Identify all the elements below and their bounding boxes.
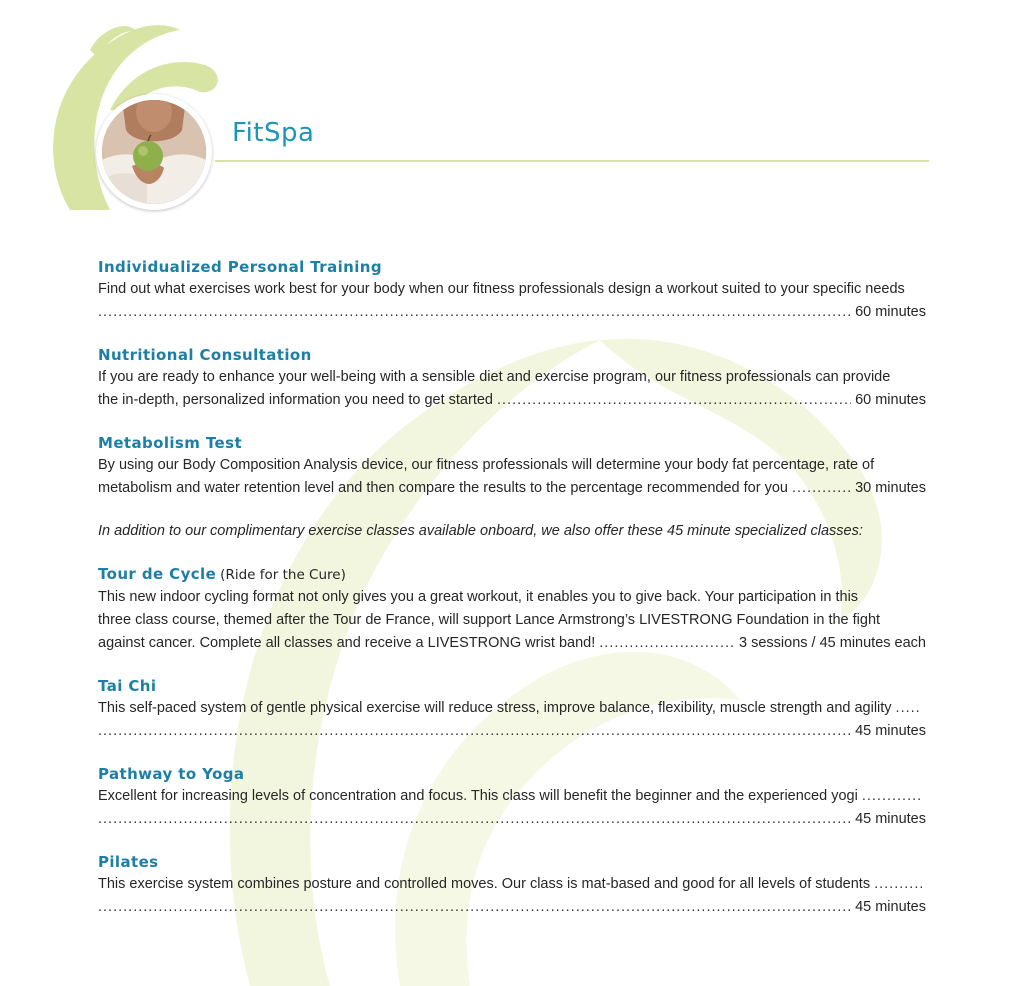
duration-row	[98, 808, 926, 831]
dot-leader	[874, 873, 922, 896]
dot-leader	[792, 477, 851, 500]
class-duration: 3 sessions / 45 minutes each	[739, 635, 926, 651]
class-title: Pathway to Yoga	[98, 765, 245, 783]
class-description-line-1: This new indoor cycling format not only gives you a great workout, it enables you to give back. Your participation in this	[98, 589, 859, 605]
service-description: If you are ready to enhance your well-being with a sensible diet and exercise program, our fitness professionals can provide	[98, 369, 891, 385]
dot-leader	[497, 389, 851, 412]
duration-row	[98, 896, 926, 919]
description-row	[98, 873, 926, 896]
service-title: Metabolism Test	[98, 434, 243, 452]
description-row	[98, 697, 926, 720]
duration-row	[98, 632, 926, 655]
class-description: This self-paced system of gentle physical exercise will reduce stress, improve balance, flexibility, muscle strength and agility	[98, 700, 892, 716]
class-description-end: against cancer. Complete all classes and receive a LIVESTRONG wrist band!	[98, 635, 596, 651]
dot-leader	[862, 785, 922, 808]
service-description-end: metabolism and water retention level and then compare the results to the percentage recommended for you	[98, 480, 788, 496]
class-item-pilates	[98, 851, 926, 919]
service-title: Nutritional Consultation	[98, 346, 312, 364]
class-title-text: Tour de Cycle	[98, 565, 217, 583]
dot-leader	[98, 301, 851, 324]
service-item-nutritional-consultation	[98, 344, 926, 412]
class-duration: 45 minutes	[855, 811, 926, 827]
service-title: Individualized Personal Training	[98, 258, 382, 276]
service-duration: 30 minutes	[855, 480, 926, 496]
class-item-tai-chi	[98, 675, 926, 743]
class-title	[98, 563, 926, 586]
class-item-tour-de-cycle	[98, 563, 926, 655]
specialized-classes-note: In addition to our complimentary exercise classes available onboard, we also offer these 45 minute specialized classes:	[98, 523, 863, 539]
dot-leader	[98, 808, 851, 831]
class-title: Pilates	[98, 853, 159, 871]
duration-row	[98, 477, 926, 500]
class-description-line-2: three class course, themed after the Tour de France, will support Lance Armstrong’s LIVESTRONG Foundation in the fight	[98, 612, 881, 628]
class-duration: 45 minutes	[855, 723, 926, 739]
dot-leader	[599, 632, 735, 655]
hero-photo-frame	[96, 94, 212, 210]
class-description: Excellent for increasing levels of concentration and focus. This class will benefit the beginner and the experienced yogi	[98, 788, 858, 804]
dot-leader	[98, 720, 851, 743]
service-item-metabolism-test	[98, 432, 926, 500]
class-item-pathway-to-yoga	[98, 763, 926, 831]
header-divider	[215, 160, 929, 162]
duration-row	[98, 720, 926, 743]
service-duration: 60 minutes	[855, 392, 926, 408]
duration-row	[98, 301, 926, 324]
duration-row	[98, 389, 926, 412]
service-duration: 60 minutes	[855, 304, 926, 320]
description-row	[98, 785, 926, 808]
class-subtitle: (Ride for the Cure)	[220, 567, 346, 583]
dot-leader	[98, 896, 851, 919]
service-description-end: the in-depth, personalized information you need to get started	[98, 392, 493, 408]
woman-holding-apple-image	[102, 100, 206, 204]
service-description: Find out what exercises work best for your body when our fitness professionals design a workout suited to your specific needs	[98, 281, 905, 297]
services-list	[98, 256, 926, 939]
service-item-personal-training	[98, 256, 926, 324]
brand-logo-text: FitSpa	[232, 118, 315, 148]
class-description: This exercise system combines posture and controlled moves. Our class is mat-based and good for all levels of students	[98, 876, 871, 892]
dot-leader	[896, 697, 922, 720]
class-title: Tai Chi	[98, 677, 157, 695]
class-duration: 45 minutes	[855, 899, 926, 915]
service-description: By using our Body Composition Analysis device, our fitness professionals will determine your body fat percentage, rate of	[98, 457, 875, 473]
